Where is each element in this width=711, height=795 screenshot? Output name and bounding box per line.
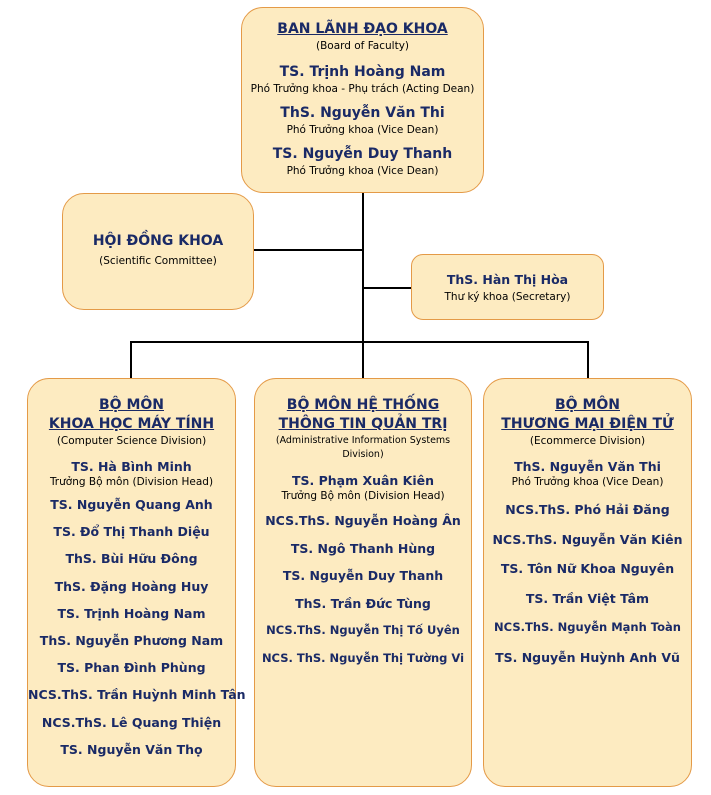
board-member-name: TS. Trịnh Hoàng Nam	[279, 64, 446, 80]
division-title-line2: THÔNG TIN QUẢN TRỊ	[278, 416, 448, 432]
division-head-name: TS. Phạm Xuân Kiên	[291, 473, 435, 488]
secretary-box	[411, 254, 604, 320]
secretary-role: Thư ký khoa (Secretary)	[444, 291, 571, 303]
division-member: NCS.ThS. Nguyễn Văn Kiên	[492, 531, 683, 547]
connector-right-drop	[587, 341, 589, 379]
division-title-line1: BỘ MÔN	[555, 397, 620, 413]
connector-main-vertical	[362, 192, 364, 346]
division-member: ThS. Nguyễn Phương Nam	[39, 632, 224, 648]
division-head-role: Trưởng Bộ môn (Division Head)	[49, 476, 214, 488]
division-title-line1: BỘ MÔN HỆ THỐNG	[286, 397, 440, 413]
connector-secretary	[363, 287, 411, 289]
division-subtitle: (Administrative Information Systems Division)	[275, 435, 451, 460]
ecommerce-division-box	[483, 378, 692, 787]
board-member-name: ThS. Nguyễn Văn Thi	[280, 105, 445, 121]
division-member: NCS. ThS. Nguyễn Thị Tường Vi	[261, 650, 465, 665]
division-member: NCS.ThS. Nguyễn Hoàng Ân	[265, 513, 461, 528]
division-member: TS. Nguyễn Quang Anh	[50, 497, 213, 512]
secretary-name: ThS. Hàn Thị Hòa	[446, 272, 569, 287]
division-title-line2: KHOA HỌC MÁY TÍNH	[48, 416, 215, 432]
division-member: TS. Đổ Thị Thanh Diệu	[53, 524, 210, 540]
division-member: TS. Trịnh Hoàng Nam	[57, 605, 206, 621]
division-member: NCS.ThS. Trần Huỳnh Minh Tân	[28, 687, 246, 703]
division-member: TS. Tôn Nữ Khoa Nguyên	[500, 561, 675, 576]
division-member: ThS. Bùi Hữu Đông	[65, 551, 198, 567]
division-member: TS. Nguyễn Huỳnh Anh Vũ	[495, 649, 680, 665]
council-title: HỘI ĐỒNG KHOA	[92, 233, 224, 249]
connector-middle-drop	[362, 341, 364, 379]
connector-left-drop	[130, 341, 132, 379]
board-title: BAN LÃNH ĐẠO KHOA	[277, 21, 448, 37]
council-subtitle: (Scientific Committee)	[99, 255, 217, 267]
division-member: NCS.ThS. Phó Hải Đăng	[505, 502, 670, 517]
division-member: TS. Phan Đình Phùng	[57, 660, 206, 676]
division-member: TS. Nguyễn Văn Thọ	[60, 741, 203, 757]
division-member: NCS.ThS. Lê Quang Thiện	[41, 714, 222, 730]
connector-horizontal-bar	[130, 341, 589, 343]
division-member: NCS.ThS. Nguyễn Mạnh Toàn	[494, 620, 681, 634]
division-member: ThS. Trần Đức Tùng	[295, 595, 431, 611]
division-subtitle: (Computer Science Division)	[56, 435, 207, 447]
board-of-faculty-box	[241, 7, 484, 193]
scientific-committee-box	[62, 193, 254, 310]
board-member-role: Phó Trưởng khoa - Phụ trách (Acting Dean)	[250, 83, 475, 95]
board-member-name: TS. Nguyễn Duy Thanh	[272, 146, 453, 162]
board-member-role: Phó Trưởng khoa (Vice Dean)	[286, 124, 439, 136]
information-systems-division-box	[254, 378, 472, 787]
division-head-role: Phó Trưởng khoa (Vice Dean)	[511, 476, 664, 488]
division-title-line2: THƯƠNG MẠI ĐIỆN TỬ	[501, 416, 674, 432]
division-member: NCS.ThS. Nguyễn Thị Tố Uyên	[266, 623, 460, 637]
computer-science-division-box	[27, 378, 246, 787]
division-head-name: TS. Hà Bình Minh	[71, 459, 192, 474]
division-subtitle: (Ecommerce Division)	[529, 435, 646, 447]
division-member: TS. Trần Việt Tâm	[525, 590, 650, 606]
connector-council	[254, 249, 363, 251]
board-subtitle: (Board of Faculty)	[315, 40, 410, 52]
division-member: TS. Ngô Thanh Hùng	[290, 540, 436, 556]
division-head-role: Trưởng Bộ môn (Division Head)	[281, 490, 445, 502]
division-head-name: ThS. Nguyễn Văn Thi	[514, 459, 661, 474]
board-member-role: Phó Trưởng khoa (Vice Dean)	[286, 165, 439, 177]
division-member: ThS. Đặng Hoàng Huy	[54, 578, 209, 594]
division-member: TS. Nguyễn Duy Thanh	[282, 568, 444, 583]
division-title-line1: BỘ MÔN	[99, 397, 164, 413]
